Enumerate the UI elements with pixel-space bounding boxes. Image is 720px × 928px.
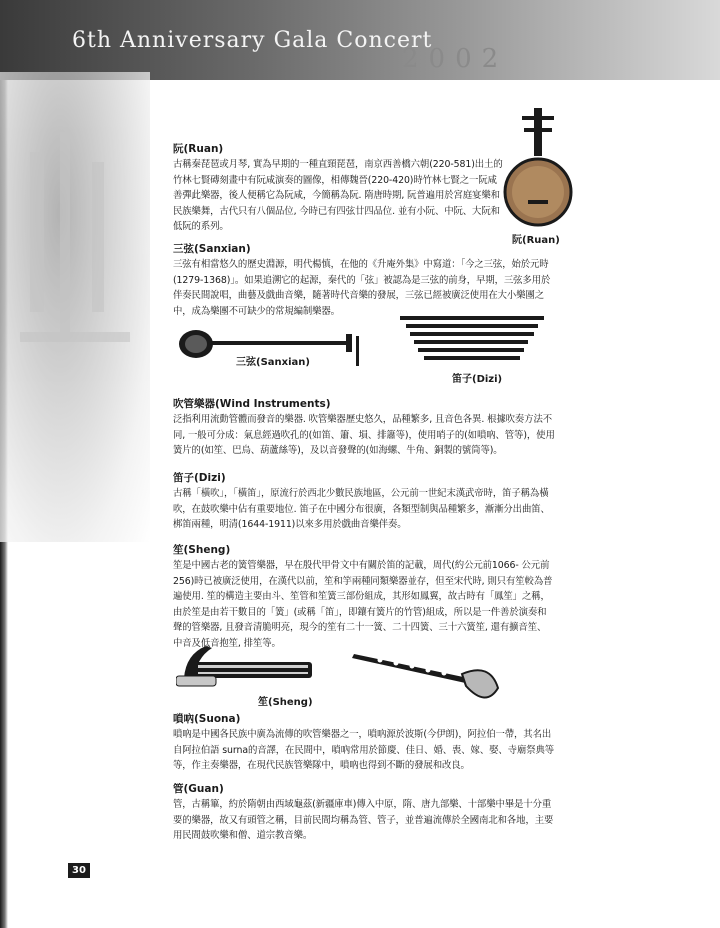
section-suona (173, 712, 555, 774)
caption-sanxian: 三弦(Sanxian) (236, 357, 310, 368)
section-ruan (173, 142, 503, 235)
section-body: 笙是中國古老的簧管樂器，早在殷代甲骨文中有關於笛的記載，周代(約公元前1066- 公元前256)時已被廣泛使用，在漢代以前，笙和竽兩種同類樂器並存，但至宋代時, 則只有笙較為普遍使用. 笙的構造主要由斗、笙管和笙簧三部份組成，其形如鳳翼，故古時有「鳳笙」之稱，由於笙是由若干數目的「簧」(或稱「笛」，即鑲有簧片的竹管)組成，所以是一件善於演奏和聲的管樂器, 且發音清脆明亮，現今的笙有二十一簧、二十四簧、三十六簧笙, 還有擴音笙、中音及低音抱笙, 排笙等。 (173, 560, 553, 649)
ruan-image (498, 106, 578, 228)
section-body: 管，古稱篳，約於隋朝由西域龜茲(新疆庫車)傳入中原，隋、唐九部樂、十部樂中畢是十分重要的樂器，故又有頭管之稱，目前民間均稱為管、管子，並普遍流傳於全國南北和各地，主要用民間鼓吹樂和僧、道宗教音樂。 (173, 799, 554, 842)
concert-year: 2002 (402, 44, 509, 74)
section-dizi (173, 471, 555, 533)
dizi-image (398, 314, 546, 362)
section-heading: 管(Guan) (173, 783, 224, 795)
section-heading: 吹管樂器(Wind Instruments) (173, 398, 331, 410)
section-heading: 笙(Sheng) (173, 544, 231, 556)
section-sanxian (173, 242, 555, 319)
section-body: 古稱「橫吹」，「橫笛」，原流行於西北少數民族地區，公元前一世紀末漢武帝時，笛子稱為橫吹，在鼓吹樂中佔有重要地位. 笛子在中國分布很廣，各類型制與品種繁多，漸漸分出曲笛、梆笛兩種，明清(1644-1911)以來多用於戲曲音樂伴奏。 (173, 488, 550, 531)
section-body: 古稱秦琵琶或月琴, 實為早期的一種直頸琵琶，南京西善橋六朝(220-581)出土的竹林七賢磚刻畫中有阮咸演奏的圖像，相傳魏晉(220-420)時竹林七賢之一阮咸善彈此樂器，後人便稱它為阮咸，今簡稱為阮. 隋唐時期, 阮普遍用於宮庭宴樂和民族樂舞，古代只有八個品位, 今時已有四弦廿四品位. 並有小阮、中阮、大阮和低阮的系列。 (173, 159, 503, 233)
section-wind-instruments (173, 397, 555, 459)
section-heading: 嗩吶(Suona) (173, 713, 241, 725)
section-body: 三弦有相當悠久的歷史淵源，明代楊慎，在他的《升庵外集》中寫道：「今之三弦，始於元時(1279-1368)」。如果追溯它的起源，秦代的「弦」被認為是三弦的前身，早期，三弦多用於伴奏民間說唱，曲藝及戲曲音樂，隨著時代音樂的發展，三弦已經被廣泛使用在大小樂團之中，成為樂團不可缺少的常規編制樂器。 (173, 259, 551, 317)
sheng-image (176, 640, 324, 690)
decorative-side-image (0, 72, 150, 542)
section-heading: 阮(Ruan) (173, 143, 224, 155)
suona-image (350, 648, 502, 710)
section-body: 泛指利用流動管體而發音的樂器. 吹管樂器歷史悠久，品種繁多, 且音色各異. 根據吹奏方法不同, 一般可分成：氣息經過吹孔的(如笛、簫、塤、排簫等)，使用哨子的(如嗩吶、管等)，使用簧片的(如笙、巴烏、葫蘆絲等)，及以音發聲的(如海螺、牛角、銅製的號筒等)。 (173, 414, 555, 457)
section-sheng (173, 543, 555, 652)
section-body: 嗩吶是中國各民族中廣為流傳的吹管樂器之一，嗩吶源於波斯(今伊朗)，阿拉伯一帶，其名出自阿拉伯語 surna的音譯，在民間中，嗩吶常用於節慶、佳日、婚、喪、嫁、娶、寺廟祭典等等，作主奏樂器，在現代民族管樂隊中，嗩吶也得到不斷的發展和改良。 (173, 729, 555, 772)
page-number: 30 (68, 863, 90, 878)
concert-title: 6th Anniversary Gala Concert (72, 28, 433, 53)
section-heading: 三弦(Sanxian) (173, 243, 251, 255)
caption-dizi: 笛子(Dizi) (452, 374, 503, 385)
caption-sheng: 笙(Sheng) (258, 697, 313, 708)
header-banner (0, 0, 720, 80)
section-guan (173, 782, 555, 844)
section-heading: 笛子(Dizi) (173, 472, 226, 484)
caption-ruan: 阮(Ruan) (512, 235, 560, 246)
